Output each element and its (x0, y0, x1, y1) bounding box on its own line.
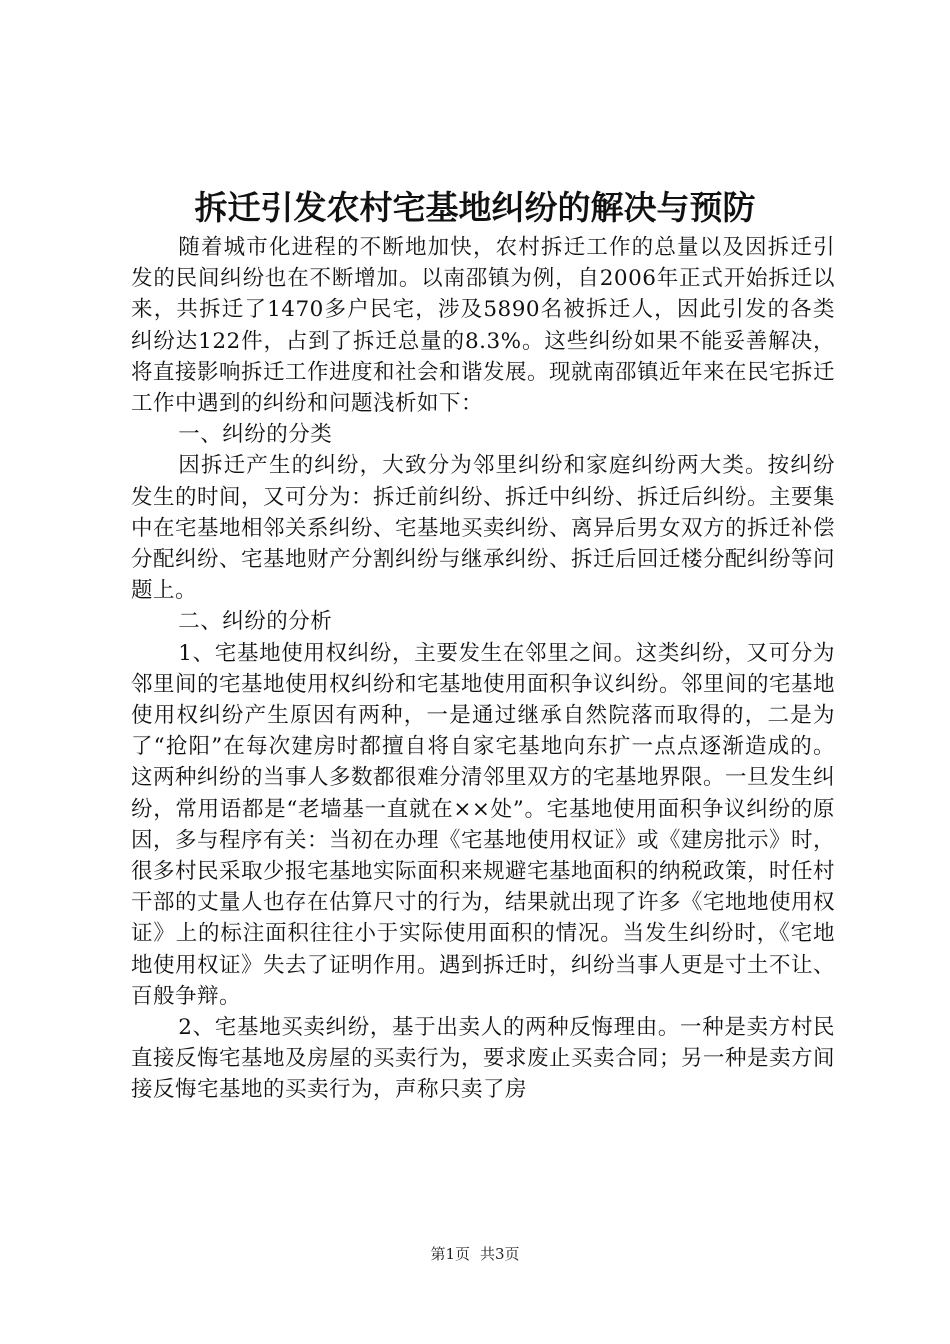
page-total: 共3页 (480, 1245, 520, 1263)
page-number: 第1页 (430, 1245, 470, 1263)
document-title: 拆迁引发农村宅基地纠纷的解决与预防 (194, 188, 756, 227)
page-footer (0, 1244, 950, 1264)
paragraph-intro: 随着城市化进程的不断地加快，农村拆迁工作的总量以及因拆迁引发的民间纠纷也在不断增加。以南邵镇为例，自2006年正式开始拆迁以来，共拆迁了1470多户民宅，涉及5890名被拆迁人，因此引发的各类纠纷达122件，占到了拆迁总量的8.3%。这些纠纷如果不能妥善解决，将直接影响拆迁工作进度和社会和谐发展。现就南邵镇近年来在民宅拆迁工作中遇到的纠纷和问题浅析如下： (131, 235, 836, 417)
document-body (131, 232, 835, 1106)
section-heading-classification: 一、纠纷的分类 (178, 422, 333, 448)
paragraph-land-sale-disputes: 2、宅基地买卖纠纷，基于出卖人的两种反悔理由。一种是卖方村民直接反悔宅基地及房屋的买卖行为，要求废止买卖合同；另一种是卖方间接反悔宅基地的买卖行为，声称只卖了房 (131, 1015, 836, 1103)
paragraph-classification: 因拆迁产生的纠纷，大致分为邻里纠纷和家庭纠纷两大类。按纠纷发生的时间，又可分为：拆迁前纠纷、拆迁中纠纷、拆迁后纠纷。主要集中在宅基地相邻关系纠纷、宅基地买卖纠纷、离异后男女双方的拆迁补偿分配纠纷、宅基地财产分割纠纷与继承纠纷、拆迁后回迁楼分配纠纷等问题上。 (131, 453, 836, 604)
paragraph-land-use-disputes: 1、宅基地使用权纠纷，主要发生在邻里之间。这类纠纷，又可分为邻里间的宅基地使用权纠纷和宅基地使用面积争议纠纷。邻里间的宅基地使用权纠纷产生原因有两种，一是通过继承自然院落而取得的，二是为了“抢阳”在每次建房时都擅自将自家宅基地向东扩一点点逐渐造成的。这两种纠纷的当事人多数都很难分清邻里双方的宅基地界限。一旦发生纠纷，常用语都是“老墙基一直就在××处”。宅基地使用面积争议纠纷的原因，多与程序有关：当初在办理《宅基地使用权证》或《建房批示》时，很多村民采取少报宅基地实际面积来规避宅基地面积的纳税政策，时任村干部的丈量人也存在估算尺寸的行为，结果就出现了许多《宅地地使用权证》上的标注面积往往小于实际使用面积的情况。当发生纠纷时，《宅地地使用权证》失去了证明作用。遇到拆迁时，纠纷当事人更是寸土不让、百般争辩。 (131, 640, 836, 1009)
section-heading-analysis: 二、纠纷的分析 (178, 609, 333, 635)
